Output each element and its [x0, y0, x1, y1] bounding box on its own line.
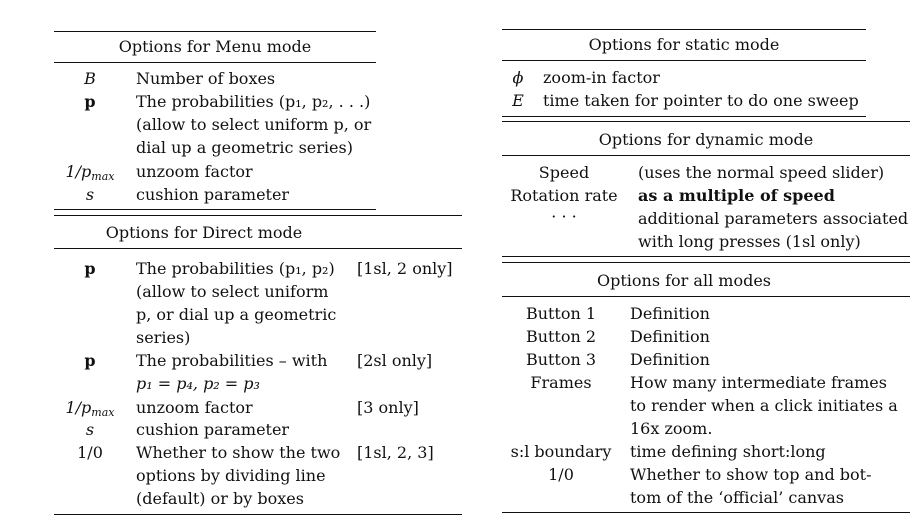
dynamic-title: Options for dynamic mode: [598, 130, 814, 149]
static-bottom-rule: [502, 116, 866, 117]
direct-desc-10-line3: (default) or by boxes: [136, 489, 304, 508]
all-desc-10-line1: Whether to show top and bot-: [630, 465, 872, 484]
static-sym-E: E: [512, 91, 524, 110]
all-desc-boundary: time defining short:long: [630, 442, 826, 461]
direct-sym-10: 1/0: [77, 443, 103, 462]
static-desc-phi: zoom-in factor: [543, 68, 660, 87]
direct-desc-10-line1: Whether to show the two: [136, 443, 341, 462]
all-label-10: 1/0: [548, 465, 574, 484]
menu-bottom-rule: [54, 209, 376, 210]
all-title: Options for all modes: [596, 271, 771, 290]
direct-sym-pmax-sub: max: [91, 406, 115, 419]
all-desc-button1: Definition: [630, 304, 710, 323]
menu-desc-p-line2: (allow to select uniform p, or: [136, 115, 372, 134]
direct-sym-p1: p: [84, 259, 96, 278]
dynamic-desc-ellipsis-line2: with long presses (1sl only): [638, 232, 861, 251]
menu-sym-s: s: [85, 185, 95, 204]
menu-desc-p-line1: The probabilities (p₁, p₂, . . .): [136, 92, 371, 111]
direct-desc-p1-line4: series): [136, 328, 191, 347]
direct-sym-p2: p: [84, 351, 96, 370]
all-desc-frames-line2: to render when a click initiates a: [630, 396, 898, 415]
direct-tag-p1: [1sl, 2 only]: [357, 259, 453, 278]
direct-top-rule: [54, 215, 462, 216]
menu-top-rule: [54, 31, 376, 32]
all-label-button2: Button 2: [525, 327, 597, 346]
dynamic-bottom-rule: [502, 256, 910, 257]
dynamic-top-rule: [502, 121, 910, 122]
all-desc-frames-line1: How many intermediate frames: [630, 373, 887, 392]
menu-title-rule: [54, 62, 376, 63]
direct-desc-pmax: unzoom factor: [136, 398, 253, 417]
direct-bottom-rule: [54, 514, 462, 515]
menu-desc-B: Number of boxes: [136, 69, 276, 88]
dynamic-desc-rotation: as a multiple of speed: [638, 186, 835, 205]
direct-desc-p1-line2: (allow to select uniform: [136, 282, 329, 301]
dynamic-desc-speed: (uses the normal speed slider): [638, 163, 885, 182]
all-label-button3: Button 3: [525, 350, 597, 369]
dynamic-label-ellipsis: · · ·: [551, 207, 577, 226]
static-desc-E: time taken for pointer to do one sweep: [543, 91, 859, 110]
dynamic-label-speed: Speed: [538, 163, 590, 182]
all-top-rule: [502, 262, 910, 263]
direct-title-rule: [54, 248, 462, 249]
static-title: Options for static mode: [588, 35, 780, 54]
direct-title: Options for Direct mode: [105, 223, 303, 242]
all-desc-10-line2: tom of the ‘official’ canvas: [630, 488, 844, 507]
direct-desc-p1-line1: The probabilities (p₁, p₂): [136, 259, 335, 278]
dynamic-label-rotation: Rotation rate: [510, 186, 618, 205]
menu-desc-s: cushion parameter: [136, 185, 290, 204]
all-desc-button3: Definition: [630, 350, 710, 369]
all-label-button1: Button 1: [525, 304, 597, 323]
direct-tag-p2: [2sl only]: [357, 351, 433, 370]
static-sym-phi: ϕ: [512, 68, 524, 87]
menu-sym-p: p: [84, 92, 96, 111]
direct-sym-pmax-main: 1/p: [65, 398, 92, 417]
direct-desc-s: cushion parameter: [136, 420, 290, 439]
all-desc-button2: Definition: [630, 327, 710, 346]
all-label-frames: Frames: [530, 373, 592, 392]
direct-desc-p2-line2: p₁ = p₄, p₂ = p₃: [136, 374, 260, 393]
menu-sym-pmax-main: 1/p: [65, 162, 92, 181]
all-desc-frames-line3: 16x zoom.: [630, 419, 713, 438]
direct-desc-10-line2: options by dividing line: [136, 466, 326, 485]
menu-sym-B: B: [84, 69, 96, 88]
direct-desc-p1-line3: p, or dial up a geometric: [136, 305, 337, 324]
static-top-rule: [502, 29, 866, 30]
menu-desc-pmax: unzoom factor: [136, 162, 253, 181]
all-bottom-rule: [502, 512, 910, 513]
menu-title: Options for Menu mode: [118, 37, 312, 56]
direct-tag-pmax: [3 only]: [357, 398, 419, 417]
dynamic-desc-ellipsis-line1: additional parameters associated: [638, 209, 909, 228]
direct-desc-p2-line1: The probabilities – with: [136, 351, 328, 370]
direct-tag-10: [1sl, 2, 3]: [357, 443, 434, 462]
all-label-boundary: s:l boundary: [510, 442, 612, 461]
all-title-rule: [502, 296, 910, 297]
menu-sym-pmax-sub: max: [91, 170, 115, 183]
direct-sym-s: s: [85, 420, 95, 439]
dynamic-title-rule: [502, 155, 910, 156]
static-title-rule: [502, 60, 866, 61]
menu-desc-p-line3: dial up a geometric series): [136, 138, 353, 157]
